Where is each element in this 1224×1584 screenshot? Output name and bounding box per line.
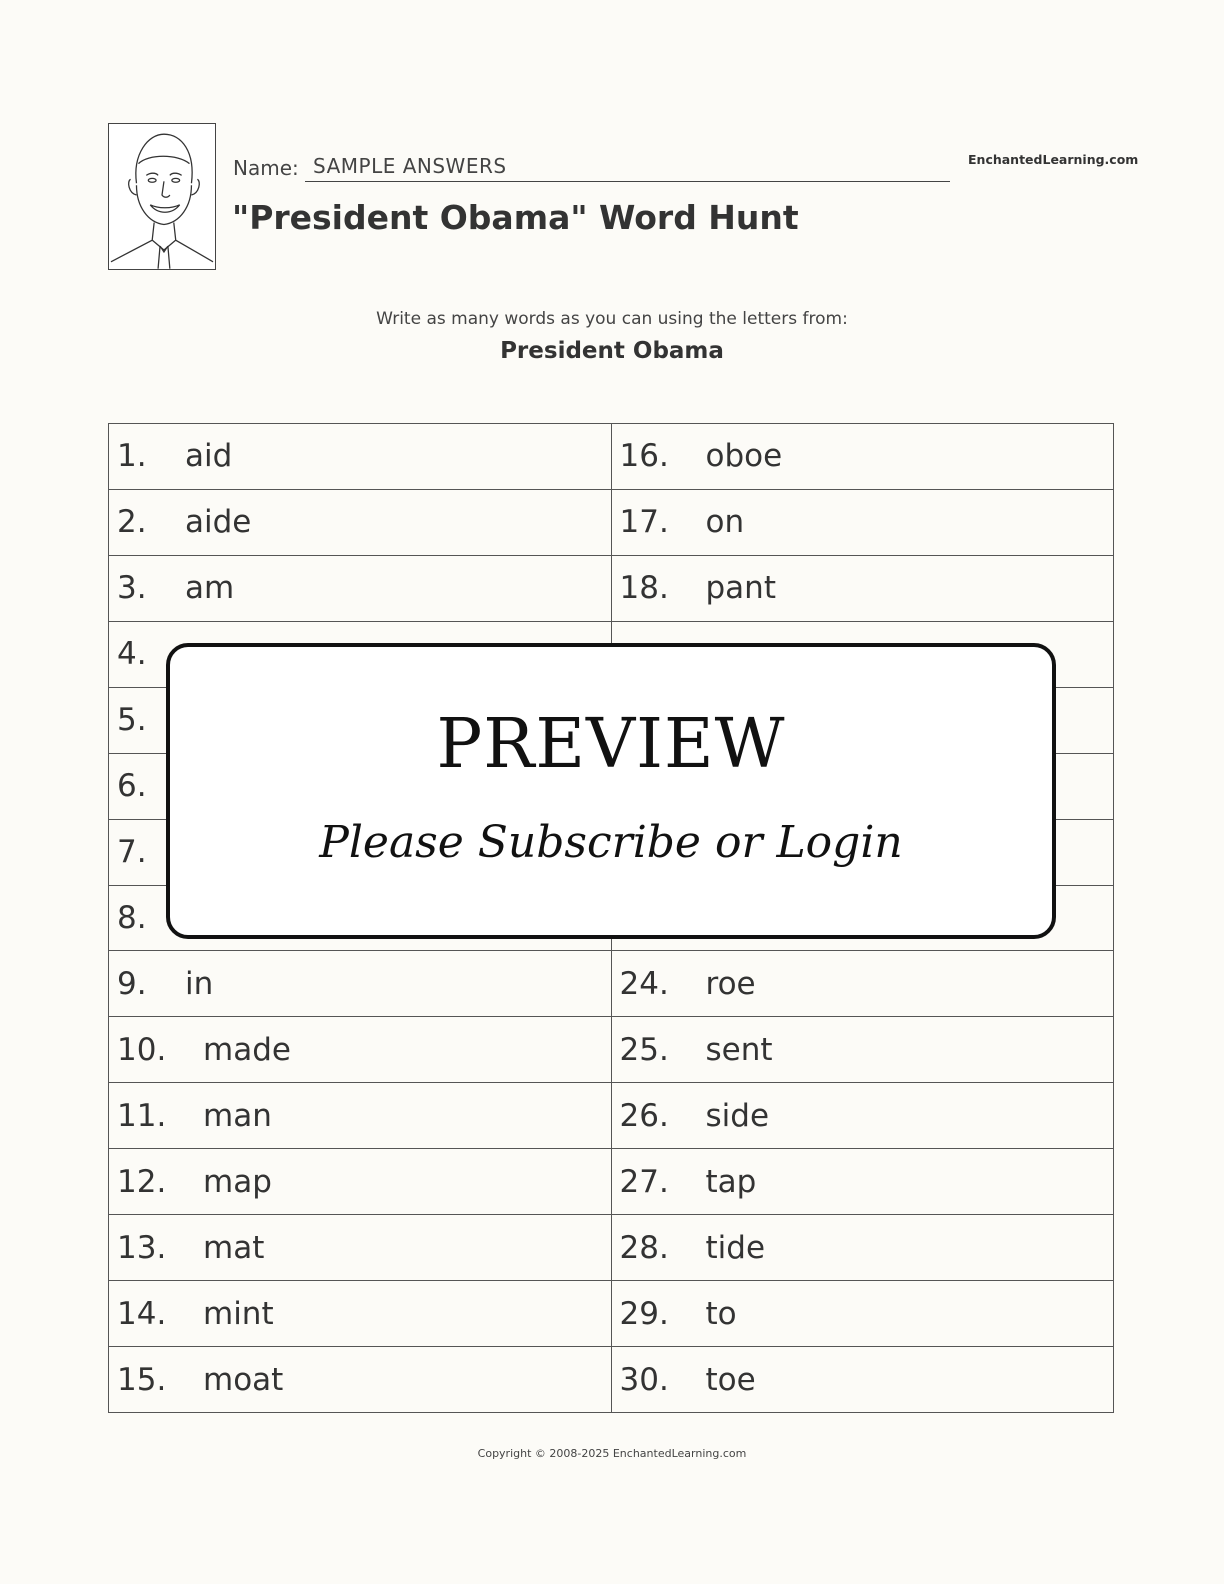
word-answer: aid bbox=[185, 438, 233, 475]
word-number: 5. bbox=[117, 702, 147, 739]
name-field[interactable] bbox=[305, 152, 950, 182]
word-answer: tap bbox=[705, 1163, 757, 1200]
word-number: 30. bbox=[619, 1361, 669, 1398]
word-number: 12. bbox=[117, 1163, 167, 1200]
word-number: 17. bbox=[619, 504, 669, 541]
word-cell bbox=[109, 1083, 612, 1149]
word-cell bbox=[109, 1347, 612, 1413]
word-answer: moat bbox=[203, 1361, 284, 1398]
word-number: 15. bbox=[117, 1361, 167, 1398]
word-answer: made bbox=[203, 1031, 291, 1068]
word-number: 1. bbox=[117, 438, 147, 475]
preview-overlay[interactable] bbox=[166, 643, 1056, 939]
word-number: 2. bbox=[117, 504, 147, 541]
word-answer: aide bbox=[185, 504, 252, 541]
word-answer: sent bbox=[705, 1031, 773, 1068]
word-cell bbox=[612, 1149, 1115, 1215]
word-number: 16. bbox=[619, 438, 669, 475]
word-number: 29. bbox=[619, 1295, 669, 1332]
word-number: 3. bbox=[117, 570, 147, 607]
word-answer: mint bbox=[203, 1295, 274, 1332]
word-cell bbox=[612, 1347, 1115, 1413]
word-number: 9. bbox=[117, 965, 147, 1002]
word-cell bbox=[109, 1281, 612, 1347]
word-cell bbox=[109, 1017, 612, 1083]
source-word: President Obama bbox=[500, 338, 724, 364]
name-value: SAMPLE ANSWERS bbox=[313, 154, 507, 178]
word-number: 6. bbox=[117, 768, 147, 805]
word-number: 10. bbox=[117, 1031, 167, 1068]
preview-title: PREVIEW bbox=[436, 705, 786, 784]
site-name: EnchantedLearning.com bbox=[968, 152, 1139, 167]
word-number: 4. bbox=[117, 636, 147, 673]
word-answer: am bbox=[185, 570, 235, 607]
word-number: 25. bbox=[619, 1031, 669, 1068]
word-answer: man bbox=[203, 1097, 272, 1134]
word-answer: side bbox=[705, 1097, 770, 1134]
word-number: 13. bbox=[117, 1229, 167, 1266]
word-answer: roe bbox=[705, 965, 756, 1002]
word-cell bbox=[612, 1017, 1115, 1083]
word-number: 26. bbox=[619, 1097, 669, 1134]
word-answer: oboe bbox=[705, 438, 783, 475]
word-cell bbox=[612, 1215, 1115, 1281]
name-label: Name: bbox=[233, 156, 299, 180]
word-number: 28. bbox=[619, 1229, 669, 1266]
word-cell bbox=[109, 951, 612, 1017]
word-cell bbox=[109, 556, 612, 622]
word-answer: map bbox=[203, 1163, 272, 1200]
word-cell bbox=[612, 556, 1115, 622]
word-number: 8. bbox=[117, 899, 147, 936]
word-cell bbox=[612, 490, 1115, 556]
word-cell bbox=[109, 1215, 612, 1281]
word-cell bbox=[109, 490, 612, 556]
word-number: 14. bbox=[117, 1295, 167, 1332]
word-number: 24. bbox=[619, 965, 669, 1002]
word-answer: on bbox=[705, 504, 745, 541]
word-answer: to bbox=[705, 1295, 737, 1332]
word-cell bbox=[109, 1149, 612, 1215]
page-title: "President Obama" Word Hunt bbox=[232, 198, 799, 237]
word-cell bbox=[612, 1281, 1115, 1347]
obama-portrait-icon bbox=[108, 123, 216, 270]
word-number: 7. bbox=[117, 834, 147, 871]
word-number: 11. bbox=[117, 1097, 167, 1134]
word-answer: pant bbox=[705, 570, 776, 607]
word-cell bbox=[612, 951, 1115, 1017]
word-number: 18. bbox=[619, 570, 669, 607]
word-answer: in bbox=[185, 965, 214, 1002]
word-cell bbox=[612, 1083, 1115, 1149]
word-number: 27. bbox=[619, 1163, 669, 1200]
word-answer: toe bbox=[705, 1361, 756, 1398]
word-cell bbox=[109, 424, 612, 490]
instructions-text: Write as many words as you can using the letters from: bbox=[376, 309, 848, 329]
word-answer: tide bbox=[705, 1229, 766, 1266]
word-answer: mat bbox=[203, 1229, 265, 1266]
subscribe-login-link[interactable]: Please Subscribe or Login bbox=[319, 817, 903, 868]
copyright-text: Copyright © 2008-2025 EnchantedLearning.com bbox=[477, 1447, 747, 1460]
word-cell bbox=[612, 424, 1115, 490]
